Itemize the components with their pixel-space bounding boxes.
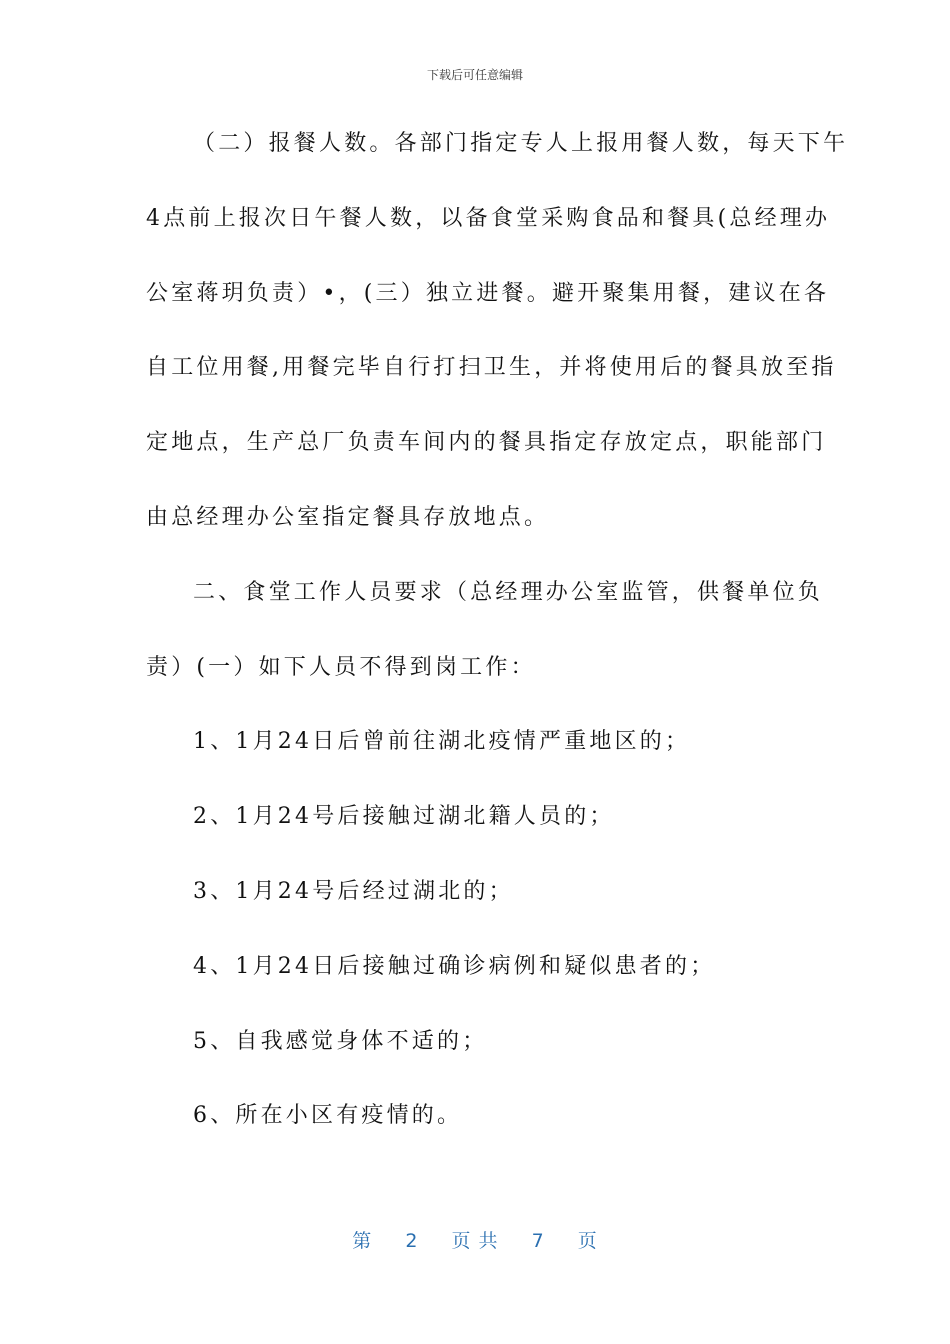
page-footer: [0, 1226, 950, 1253]
paragraph-line: 责）(一）如下人员不得到岗工作：: [146, 654, 536, 680]
header-note: 下载后可任意编辑: [426, 68, 523, 82]
paragraph-line: 二、食堂工作人员要求（总经理办公室监管，供餐单位负: [193, 579, 824, 605]
document-body: [146, 122, 849, 1169]
paragraph-line: （二）报餐人数。各部门指定专人上报用餐人数，每天下午: [193, 131, 849, 156]
footer-middle: 页 共: [451, 1230, 499, 1252]
paragraph-line: 定地点，生产总厂负责车间内的餐具指定存放定点，职能部门: [146, 430, 827, 456]
paragraph-line: 由总经理办公室指定餐具存放地点。: [146, 504, 550, 530]
paragraph-line: 4点前上报次日午餐人数，以备食堂采购食品和餐具(总经理办: [146, 205, 831, 231]
footer-prefix: 第: [352, 1230, 373, 1252]
list-item: 4、1月24日后接触过确诊病例和疑似患者的；: [193, 953, 716, 979]
list-item: 1、1月24日后曾前往湖北疫情严重地区的；: [193, 729, 691, 755]
paragraph-line: 公室蒋玥负责）•，(三）独立进餐。避开聚集用餐，建议在各: [146, 280, 830, 306]
current-page-number: 2: [405, 1230, 419, 1252]
list-item: 6、所在小区有疫情的。: [193, 1103, 463, 1129]
list-item: 2、1月24号后接触过湖北籍人员的；: [193, 804, 615, 830]
footer-suffix: 页: [577, 1230, 598, 1252]
list-item: 5、自我感觉身体不适的；: [193, 1028, 488, 1054]
paragraph-line: 自工位用餐,用餐完毕自行打扫卫生，并将使用后的餐具放至指: [146, 355, 837, 381]
list-item: 3、1月24号后经过湖北的；: [193, 878, 514, 904]
total-pages-number: 7: [531, 1230, 545, 1252]
